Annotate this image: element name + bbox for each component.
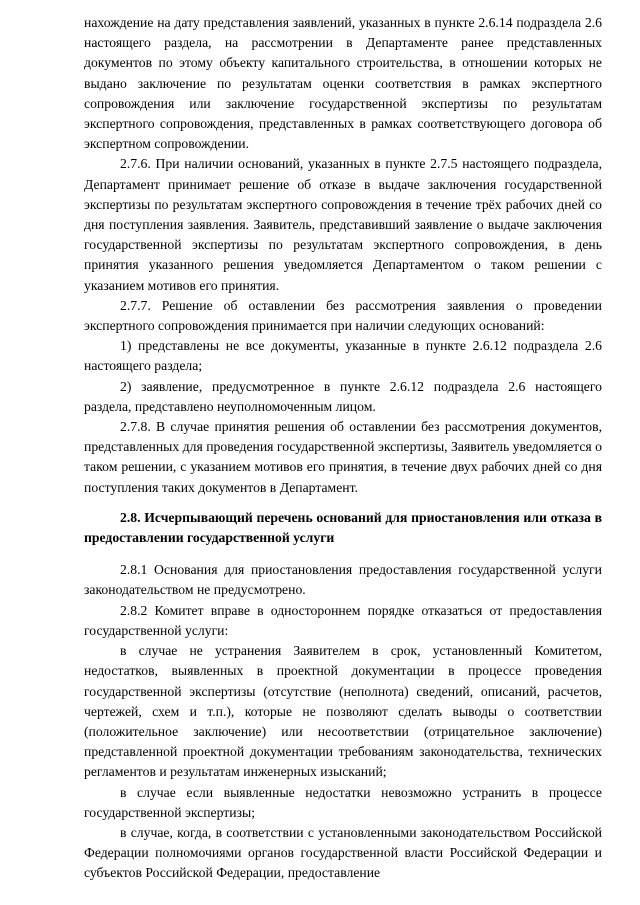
paragraph-2-8-1: 2.8.1 Основания для приостановления предоставления государственной услуги законодательством не предусмотрено. [84, 562, 602, 598]
refusal-case-2: в случае если выявленные недостатки невозможно устранить в процессе государственной экспертизы; [84, 784, 602, 820]
list-item-2: 2) заявление, предусмотренное в пункте 2.6.12 подраздела 2.6 настоящего раздела, представлено неуполномоченным лицом. [84, 378, 602, 414]
paragraph-2-7-7: 2.7.7. Решение об оставлении без рассмотрения заявления о проведении экспертного сопровождения принимается при наличии следующих оснований: [84, 297, 602, 334]
list-item-1: 1) представлены не все документы, указанные в пункте 2.6.12 подраздела 2.6 настоящего раздела; [84, 338, 602, 374]
paragraph-2-7-8: 2.7.8. В случае принятия решения об оставлении без рассмотрения документов, представленных для проведения государственной экспертизы, Заявитель уведомляется о таком решении, с указанием мотивов его принятия, в течение двух рабочих дней со дня поступления таких документов в Департамент. [84, 419, 602, 495]
refusal-case-1: в случае не устранения Заявителем в срок, установленный Комитетом, недостатков, выявленных в проектной документации в процессе проведения государственной экспертизы (отсутствие (неполнота) сведений, описаний, расчетов, чертежей, схем и т.п.), которые не позволяют сделать выводы о соответствии (положительное заключение) или несоответствии (отрицательное заключение) представленной проектной документации требованиям законодательства, технических регламентов и результатам инженерных изысканий; [84, 643, 602, 780]
paragraph-continuation: нахождение на дату представления заявлений, указанных в пункте 2.6.14 подраздела 2.6 настоящего раздела, на рассмотрении в Департаменте ранее представленных документов по этому объекту капитального строительства, в отношении которых не выдано заключение по результатам оценки соответствия в рамках экспертного сопровождения или заключение государственной экспертизы по результатам экспертного сопровождения, представленных в рамках соответствующего договора об экспертном сопровождении. [84, 15, 602, 152]
refusal-case-3: в случае, когда, в соответствии с установленными законодательством Российской Федерации полномочиями органов государственной власти Российской Федерации и субъектов Российской Федерации, предоставление [84, 824, 602, 881]
section-heading-2-8: 2.8. Исчерпывающий перечень оснований для приостановления или отказа в предоставлении государственной услуги [84, 509, 602, 546]
document-page [84, 13, 602, 884]
paragraph-2-8-2: 2.8.2 Комитет вправе в одностороннем порядке отказаться от предоставления государственной услуги: [84, 602, 602, 638]
paragraph-2-7-6: 2.7.6. При наличии оснований, указанных в пункте 2.7.5 настоящего подраздела, Департамент принимает решение об отказе в выдаче заключения государственной экспертизы по результатам экспертного сопровождения в течение трёх рабочих дней со дня поступления заявления. Заявитель, представивший заявление о выдаче заключения государственной экспертизы по результатам экспертного сопровождения, в день принятия указанного решения уведомляется Департаментом о таком решении с указанием мотивов его принятия. [84, 156, 602, 293]
